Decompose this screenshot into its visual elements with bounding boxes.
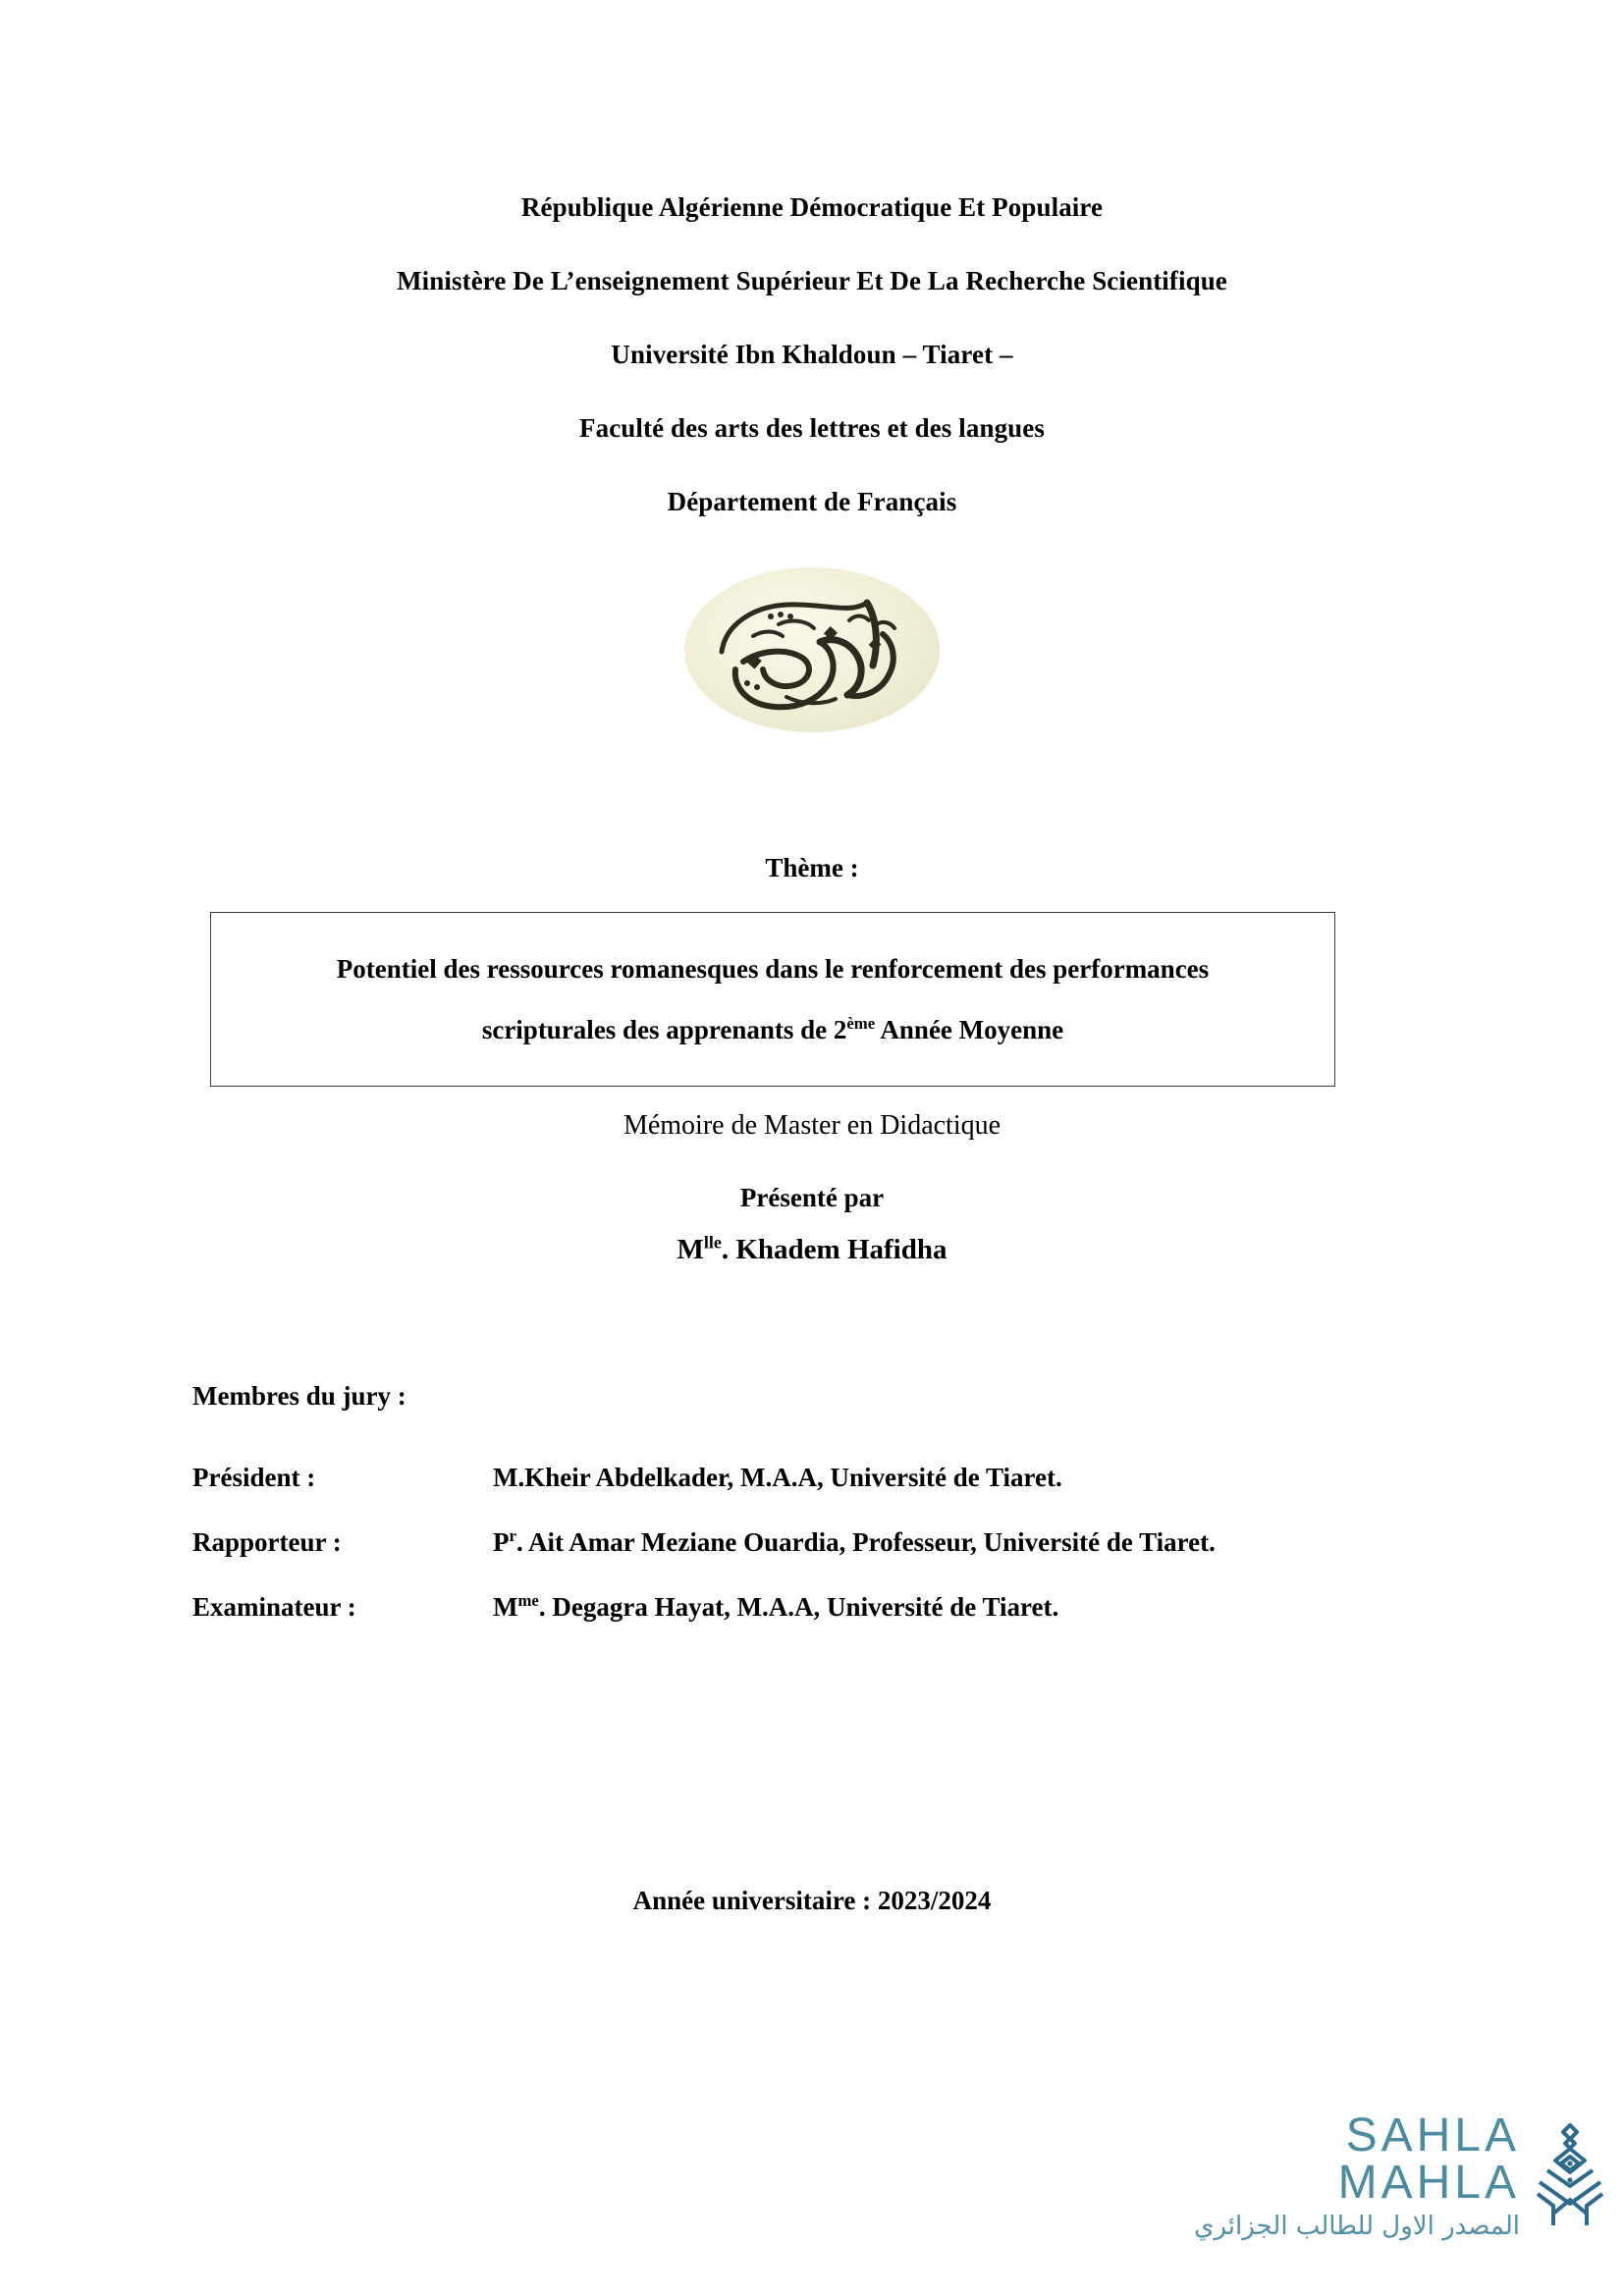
theme-title-line-1: Potentiel des ressources romanesques dans le renforcement des performances xyxy=(336,953,1210,984)
author-name-text: . Khadem Hafidha xyxy=(721,1234,947,1265)
jury-person-rapporteur-sup: r xyxy=(509,1526,516,1545)
academic-year: Année universitaire : 2023/2024 xyxy=(632,1886,992,1915)
jury-person-examinateur-text: . Degagra Hayat, M.A.A, Université de Tiaret. xyxy=(538,1592,1059,1622)
author-prefix-sup: lle xyxy=(703,1232,722,1253)
watermark-subtitle-arabic: المصدر الاول للطالب الجزائري xyxy=(1194,2212,1520,2242)
watermark-text-block xyxy=(1151,2109,1528,2242)
jury-person-rapporteur-prefix: P xyxy=(493,1527,510,1557)
theme-label: Thème : xyxy=(765,853,859,882)
jury-row-examinateur xyxy=(192,1592,1469,1623)
theme-title-ordinal-sup: ème xyxy=(846,1014,876,1033)
jury-section-title: Membres du jury : xyxy=(192,1381,406,1411)
university-logo-icon xyxy=(684,567,940,732)
theme-title-box xyxy=(210,912,1335,1087)
theme-title-line-2-text: scripturales des apprenants de 2 xyxy=(481,1015,847,1044)
jury-row-president xyxy=(192,1463,1469,1493)
header-line-republic: République Algérienne Démocratique Et Populaire xyxy=(520,192,1104,222)
degree-subtitle: Mémoire de Master en Didactique xyxy=(623,1110,1001,1141)
jury-person-rapporteur xyxy=(493,1527,1469,1558)
jury-person-rapporteur-text: . Ait Amar Meziane Ouardia, Professeur, Université de Tiaret. xyxy=(515,1527,1216,1557)
jury-role-examinateur: Examinateur : xyxy=(192,1592,356,1622)
jury-person-examinateur xyxy=(493,1592,1469,1623)
university-logo-container xyxy=(0,567,1624,732)
theme-title-line-2 xyxy=(482,1014,1063,1045)
sahla-mahla-emblem-icon xyxy=(1528,2123,1612,2231)
author-prefix: M xyxy=(677,1234,704,1265)
jury-role-rapporteur: Rapporteur : xyxy=(192,1527,342,1557)
header-line-faculty: Faculté des arts des lettres et des langues xyxy=(579,413,1045,444)
watermark-title: SAHLA MAHLA xyxy=(1337,2109,1520,2210)
jury-role-president: Président : xyxy=(192,1463,316,1492)
sahla-mahla-watermark xyxy=(1151,2109,1612,2246)
theme-title-line-2-tail: Année Moyenne xyxy=(875,1015,1064,1044)
header-line-department: Département de Français xyxy=(667,487,957,517)
jury-person-examinateur-sup: me xyxy=(517,1591,539,1610)
presented-by-label: Présenté par xyxy=(739,1183,885,1212)
header-line-university: Université Ibn Khaldoun – Tiaret – xyxy=(611,340,1013,370)
header-line-ministry: Ministère De L’enseignement Supérieur Et De La Recherche Scientifique xyxy=(397,266,1227,296)
institution-header xyxy=(0,192,1624,561)
jury-person-examinateur-prefix: M xyxy=(493,1592,518,1622)
jury-person-president xyxy=(493,1463,1469,1493)
jury-members-list xyxy=(192,1463,1469,1657)
jury-row-rapporteur xyxy=(192,1527,1469,1558)
author-name xyxy=(0,1234,1624,1266)
jury-person-president-text: M.Kheir Abdelkader, M.A.A, Université de Tiaret. xyxy=(493,1463,1062,1492)
